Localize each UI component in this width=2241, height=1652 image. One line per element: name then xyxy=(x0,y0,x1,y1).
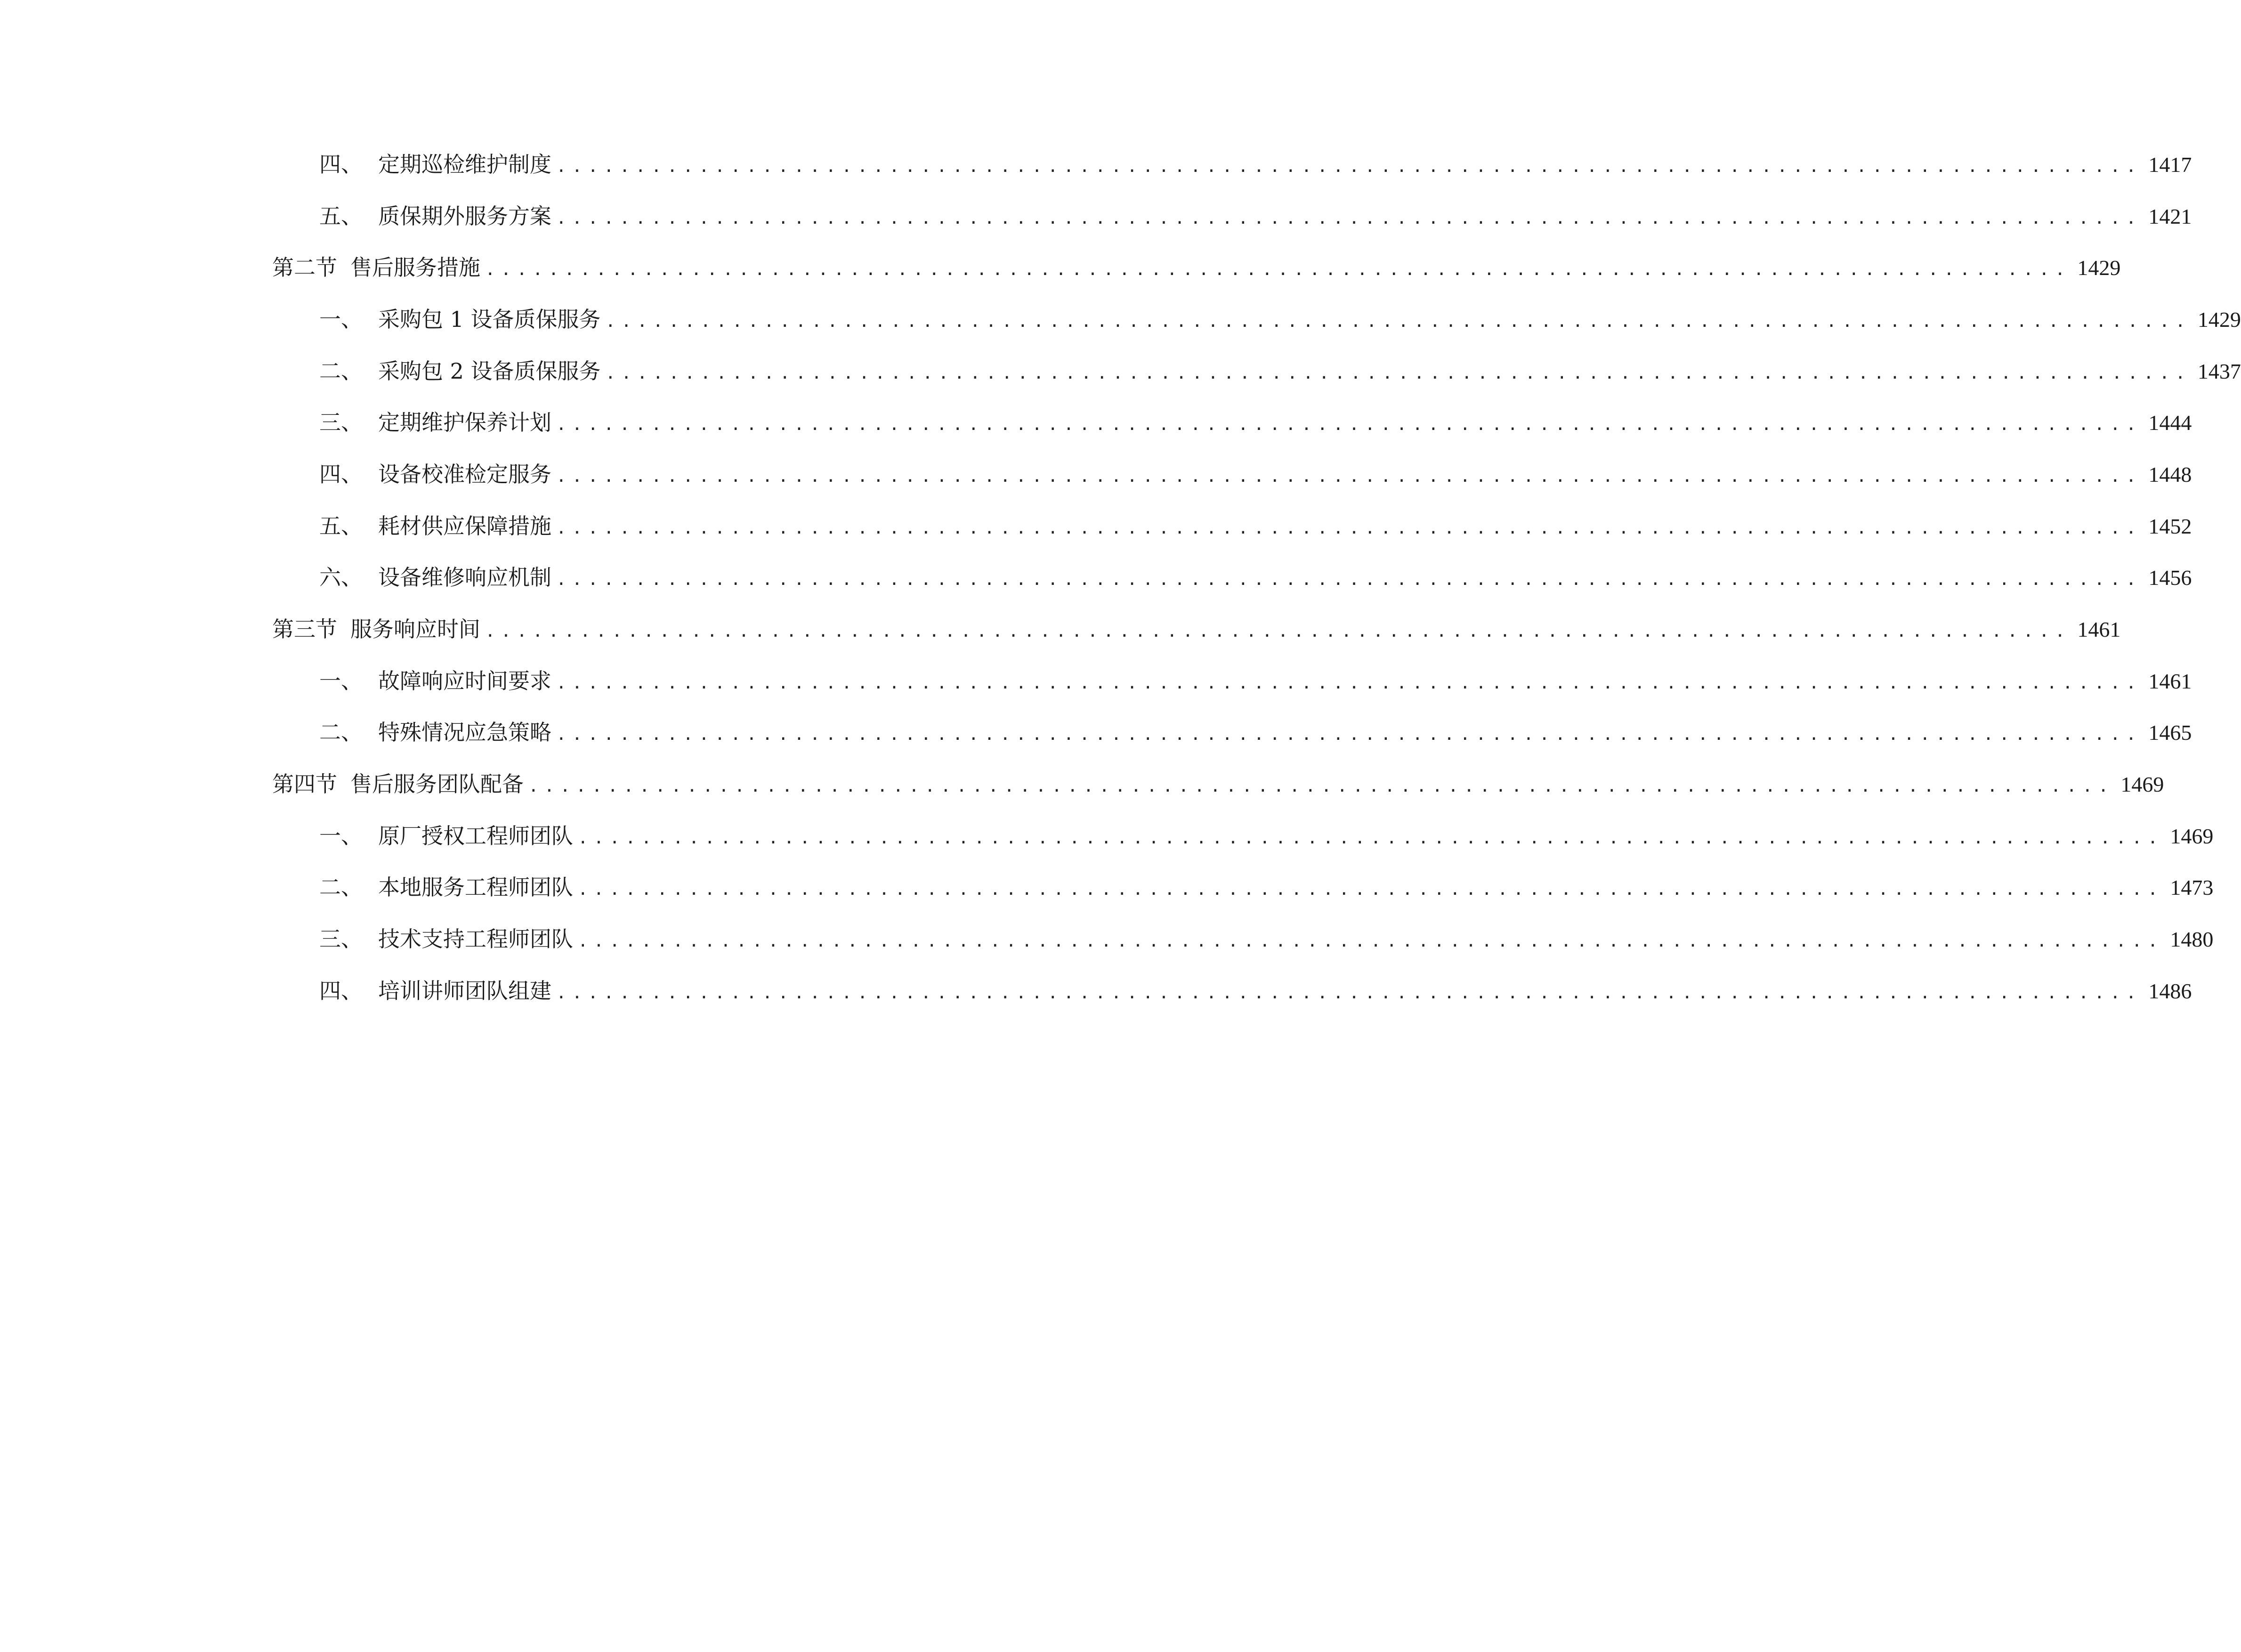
toc-dot-leader: .................................................................................................... xyxy=(556,518,2142,538)
toc-entry[interactable] xyxy=(319,458,2192,491)
toc-entry-title: 原厂授权工程师团队 xyxy=(378,823,573,849)
toc-dot-leader: .................................................................................................... xyxy=(485,260,2071,279)
toc-section-label: 第四节 xyxy=(272,771,337,797)
toc-entry-number: 二、 xyxy=(319,875,363,900)
toc-entry[interactable] xyxy=(319,819,2214,852)
toc-entry[interactable] xyxy=(319,561,2192,594)
toc-entry[interactable] xyxy=(319,510,2192,543)
toc-entry[interactable] xyxy=(319,303,2241,336)
toc-dot-leader: .................................................................................................... xyxy=(578,828,2164,848)
toc-entry-number: 三、 xyxy=(319,410,363,435)
toc-dot-leader: .................................................................................................... xyxy=(485,622,2071,641)
toc-entry-page: 1461 xyxy=(2148,669,2192,693)
toc-entry-number: 四、 xyxy=(319,462,363,487)
toc-entry[interactable] xyxy=(319,923,2214,956)
toc-entry-page: 1421 xyxy=(2148,204,2192,228)
toc-entry-number: 一、 xyxy=(319,668,363,694)
toc-entry-title: 设备校准检定服务 xyxy=(378,462,551,487)
toc-entry-page: 1429 xyxy=(2077,256,2121,280)
toc-entry-number: 五、 xyxy=(319,203,363,229)
toc-entry-number: 六、 xyxy=(319,565,363,590)
toc-section-entry[interactable] xyxy=(272,251,2121,284)
toc-dot-leader: .................................................................................................... xyxy=(578,931,2164,951)
toc-dot-leader: .................................................................................................... xyxy=(556,725,2142,744)
toc-entry-title: 设备维修响应机制 xyxy=(378,565,551,590)
toc-entry-title: 定期维护保养计划 xyxy=(378,410,551,435)
toc-entry-page: 1444 xyxy=(2148,411,2192,435)
toc-dot-leader: .................................................................................................... xyxy=(556,157,2142,176)
toc-dot-leader: .................................................................................................... xyxy=(578,880,2164,899)
toc-entry-number: 五、 xyxy=(319,513,363,539)
toc-entry-page: 1417 xyxy=(2148,153,2192,177)
toc-dot-leader: .................................................................................................... xyxy=(556,570,2142,589)
toc-dot-leader: .................................................................................................... xyxy=(605,312,2191,331)
toc-section-entry[interactable] xyxy=(272,613,2121,646)
toc-entry-page: 1452 xyxy=(2148,514,2192,538)
toc-dot-leader: .................................................................................................... xyxy=(556,673,2142,693)
toc-entry[interactable] xyxy=(319,200,2192,233)
toc-entry-title: 培训讲师团队组建 xyxy=(378,978,551,1004)
toc-entry[interactable] xyxy=(319,355,2241,388)
toc-entry-title: 采购包 2 设备质保服务 xyxy=(378,358,601,384)
toc-entry-title: 采购包 1 设备质保服务 xyxy=(378,307,601,332)
toc-entry[interactable] xyxy=(319,148,2192,181)
toc-entry-title: 售后服务团队配备 xyxy=(350,771,524,797)
toc-dot-leader: .................................................................................................... xyxy=(556,209,2142,228)
toc-entry-number: 四、 xyxy=(319,152,363,177)
toc-entry-page: 1429 xyxy=(2197,308,2241,332)
toc-entry-page: 1469 xyxy=(2170,824,2214,848)
toc-entry-page: 1469 xyxy=(2120,772,2164,796)
toc-entry-page: 1473 xyxy=(2170,875,2214,899)
toc-entry-title: 耗材供应保障措施 xyxy=(378,513,551,539)
toc-entry-page: 1465 xyxy=(2148,721,2192,745)
toc-entry-number: 二、 xyxy=(319,358,363,384)
toc-entry-page: 1456 xyxy=(2148,566,2192,590)
toc-entry-title: 技术支持工程师团队 xyxy=(378,926,573,952)
toc-entry-number: 一、 xyxy=(319,823,363,849)
toc-entry-title: 服务响应时间 xyxy=(350,616,480,642)
toc-entry[interactable] xyxy=(319,406,2192,439)
toc-dot-leader: .................................................................................................... xyxy=(528,777,2114,796)
toc-entry-title: 特殊情况应急策略 xyxy=(378,720,551,745)
toc-entry[interactable] xyxy=(319,716,2192,749)
toc-entry-page: 1437 xyxy=(2197,359,2241,383)
toc-dot-leader: .................................................................................................... xyxy=(556,415,2142,434)
toc-entry[interactable] xyxy=(319,871,2214,904)
toc-dot-leader: .................................................................................................... xyxy=(556,983,2142,1003)
toc-entry-page: 1448 xyxy=(2148,462,2192,486)
toc-entry-number: 一、 xyxy=(319,307,363,332)
toc-entry-title: 定期巡检维护制度 xyxy=(378,152,551,177)
toc-entry-number: 三、 xyxy=(319,926,363,952)
toc-section-label: 第三节 xyxy=(272,616,337,642)
toc-entry-page: 1461 xyxy=(2077,617,2121,641)
toc-entry-page: 1480 xyxy=(2170,927,2214,951)
toc-section-label: 第二节 xyxy=(272,255,337,280)
toc-entry-title: 本地服务工程师团队 xyxy=(378,875,573,900)
toc-entry-title: 售后服务措施 xyxy=(350,255,480,280)
toc-section-entry[interactable] xyxy=(272,768,2164,801)
toc-entry[interactable] xyxy=(319,974,2192,1007)
toc-dot-leader: .................................................................................................... xyxy=(605,364,2191,383)
toc-entry-number: 二、 xyxy=(319,720,363,745)
toc-entry-number: 四、 xyxy=(319,978,363,1004)
toc-entry-title: 质保期外服务方案 xyxy=(378,203,551,229)
toc-entry-page: 1486 xyxy=(2148,979,2192,1003)
toc-dot-leader: .................................................................................................... xyxy=(556,467,2142,486)
toc-entry[interactable] xyxy=(319,664,2192,697)
toc-entry-title: 故障响应时间要求 xyxy=(378,668,551,694)
